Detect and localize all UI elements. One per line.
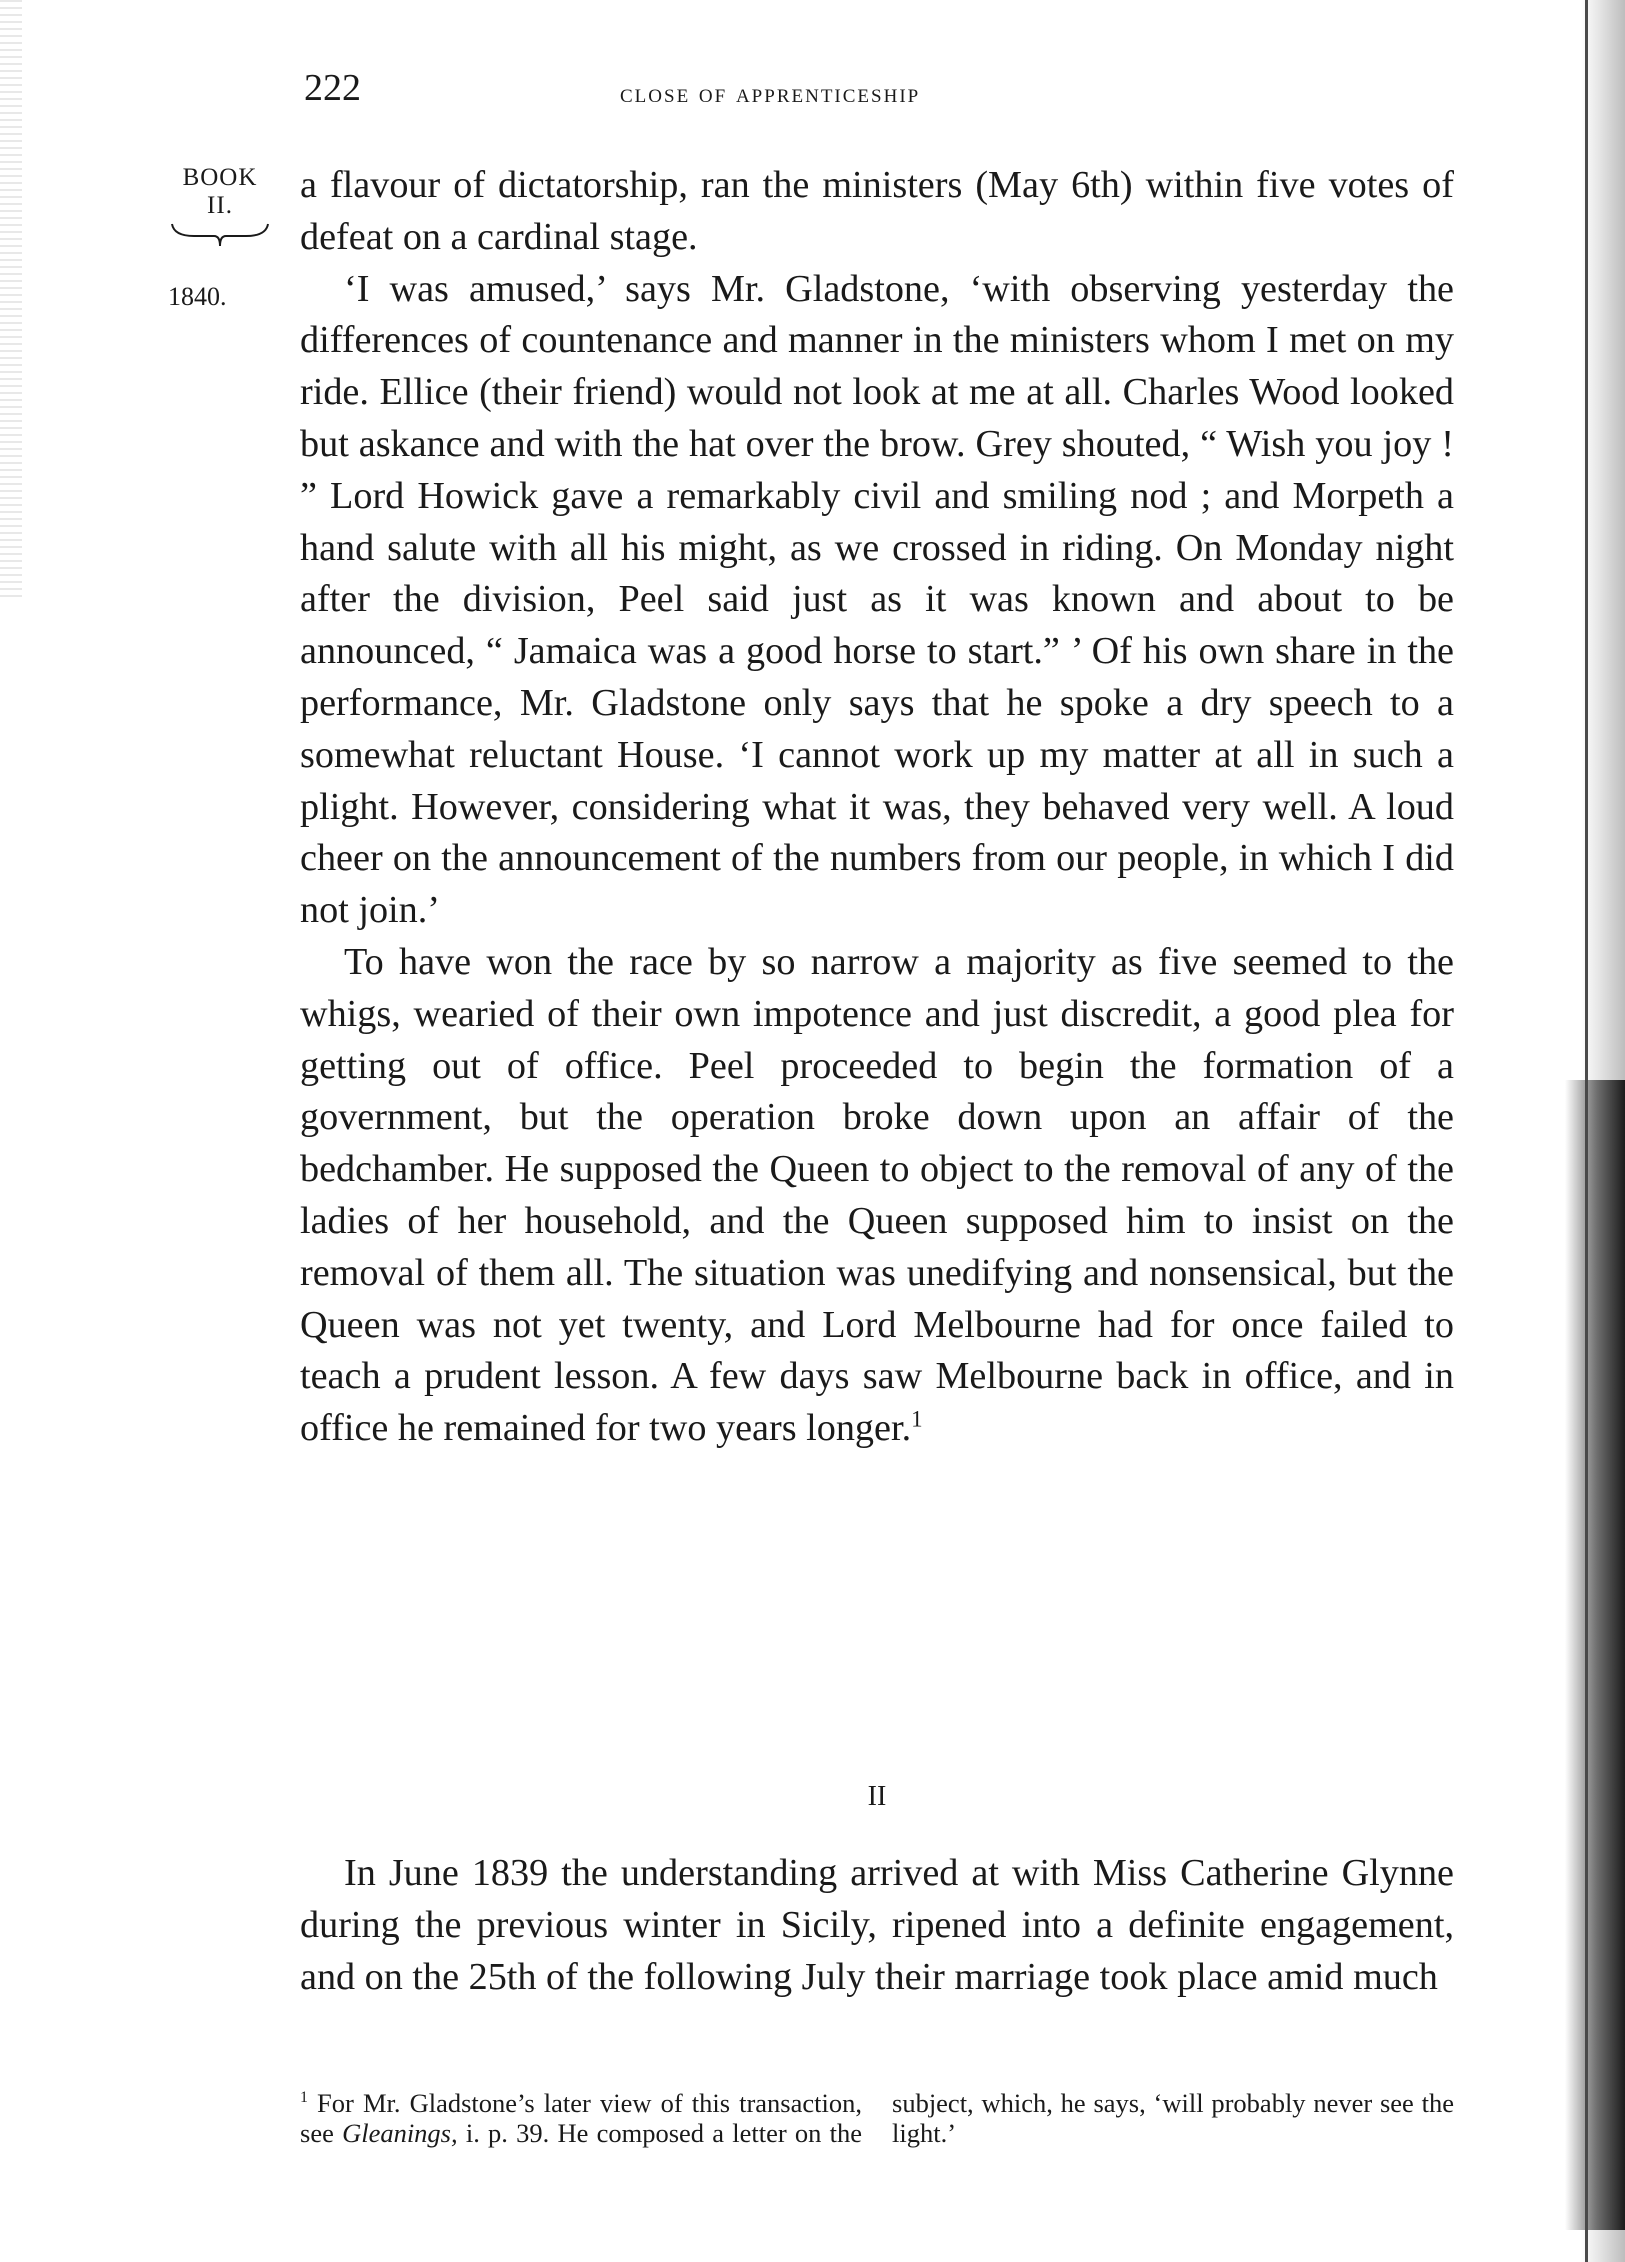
scan-edge-left — [0, 0, 22, 600]
footnote-text-after: i. p. 39. He composed a letter on the subject, which, he says, ‘will probably never see the light.’ — [465, 2088, 1454, 2148]
paragraph-whigs — [300, 937, 1454, 1455]
paragraph-gladstone-quote: ‘I was amused,’ says Mr. Gladstone, ‘with observing yesterday the differences of countenance and manner in the ministers whom I met on my ride. Ellice (their friend) would not look at me at all. Charles Wood looked but askance and with the hat over the brow. Grey shouted, “ Wish you joy ! ” Lord Howick gave a remarkably civil and smiling nod ; and Morpeth a hand salute with all his might, as we crossed in riding. On Monday night after the division, Peel said just as it was known and about to be announced, “ Jamaica was a good horse to start.” ’ Of his own share in the performance, Mr. Gladstone only says that he spoke a dry speech to a somewhat reluctant House. ‘I cannot work up my matter at all in such a plight. However, considering what it was, they behaved very well. A loud cheer on the announcement of the numbers from our people, in which I did not join.’ — [300, 267, 1454, 932]
section-opening-paragraph: In June 1839 the understanding arrived at with Miss Catherine Glynne during the previous winter in Sicily, ripened into a definite engagement, and on the 25th of the following July their marriage took place amid much — [300, 1852, 1454, 1998]
binding-line — [1585, 0, 1588, 2262]
book-number: II. — [207, 192, 233, 219]
body-text — [300, 160, 1454, 1455]
paragraph-whigs-text: To have won the race by so narrow a majority as five seemed to the whigs, wearied of their own impotence and just discredit, a good plea for getting out of office. Peel proceeded to begin the formation of a government, but the operation broke down upon an affair of the bedchamber. He supposed the Queen to object to the removal of any of the ladies of her household, and the Queen supposed him to insist on the removal of them all. The situation was unedifying and nonsensical, but the Queen was not yet twenty, and Lord Melbourne had for once failed to teach a prudent lesson. A few days saw Melbourne back in office, and in office he remained for two years longer. — [300, 940, 1454, 1450]
binding-dark-edge — [1565, 1080, 1625, 2230]
margin-year: 1840. — [168, 282, 227, 311]
running-head-title: close of apprenticeship — [620, 78, 921, 108]
footnote-text-before: For Mr. Gladstone’s later view of this transaction, see — [300, 2088, 862, 2148]
page-number: 222 — [304, 67, 361, 109]
footnote-reference: 1 — [911, 1406, 923, 1432]
book-label: BOOK — [182, 164, 258, 191]
running-head — [300, 66, 1460, 116]
section-number: II — [867, 1781, 887, 1812]
paragraph-continuation: a flavour of dictatorship, ran the ministers (May 6th) within five votes of defeat on a cardinal stage. — [300, 164, 1454, 258]
brace-icon — [170, 220, 270, 248]
footnotes — [300, 2088, 1454, 2148]
footnote-italic-title: Gleanings, — [342, 2118, 458, 2148]
margin-note — [160, 164, 280, 248]
footnote-marker: 1 — [300, 2089, 308, 2107]
